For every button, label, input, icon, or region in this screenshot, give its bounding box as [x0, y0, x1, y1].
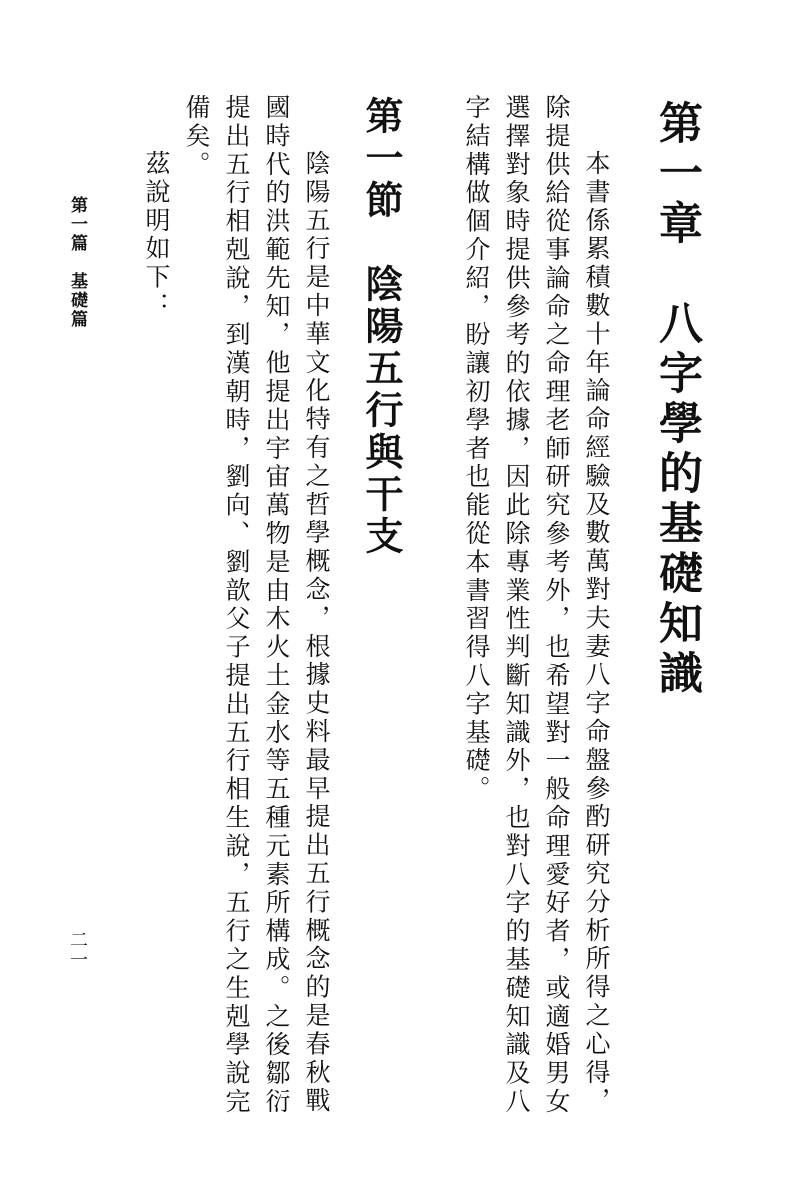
intro-paragraph-line: 本書係累積數十年論命經驗及數萬對夫妻八字命盤參酌研究分析所得之心得，	[582, 150, 611, 1116]
intro-paragraph-line: 除提供給從事論命之命理老師研究參考外，也希望對一般命理愛好者，或適婚男女	[542, 94, 571, 1117]
page-number: 二一	[67, 930, 88, 970]
section-title: 第一節 陰陽五行與干支	[359, 96, 403, 558]
chapter-title: 第一章 八字學的基礎知識	[651, 100, 702, 700]
intro-paragraph-line: 選擇對象時提供參考的依據，因此除專業性判斷知識外，也對八字的基礎知識及八	[502, 94, 531, 1117]
section-paragraph-line: 提出五行相剋說，到漢朝時，劉向、劉歆父子提出五行相生說，五行之生剋學說完	[222, 94, 251, 1117]
section-paragraph-line: 備矣。	[182, 94, 211, 180]
section-paragraph-line: 陰陽五行是中華文化特有之哲學概念，根據史料最早提出五行概念的是春秋戰	[302, 150, 331, 1116]
section-paragraph-line: 國時代的洪範先知，他提出宇宙萬物是由木火土金水等五種元素所構成。之後鄒衍	[262, 94, 291, 1117]
running-header: 第一篇 基礎篇	[67, 196, 87, 329]
intro-paragraph-line: 字結構做個介紹，盼讓初學者也能從本書習得八字基礎。	[462, 94, 491, 804]
explanation-intro: 茲說明如下：	[142, 150, 171, 321]
